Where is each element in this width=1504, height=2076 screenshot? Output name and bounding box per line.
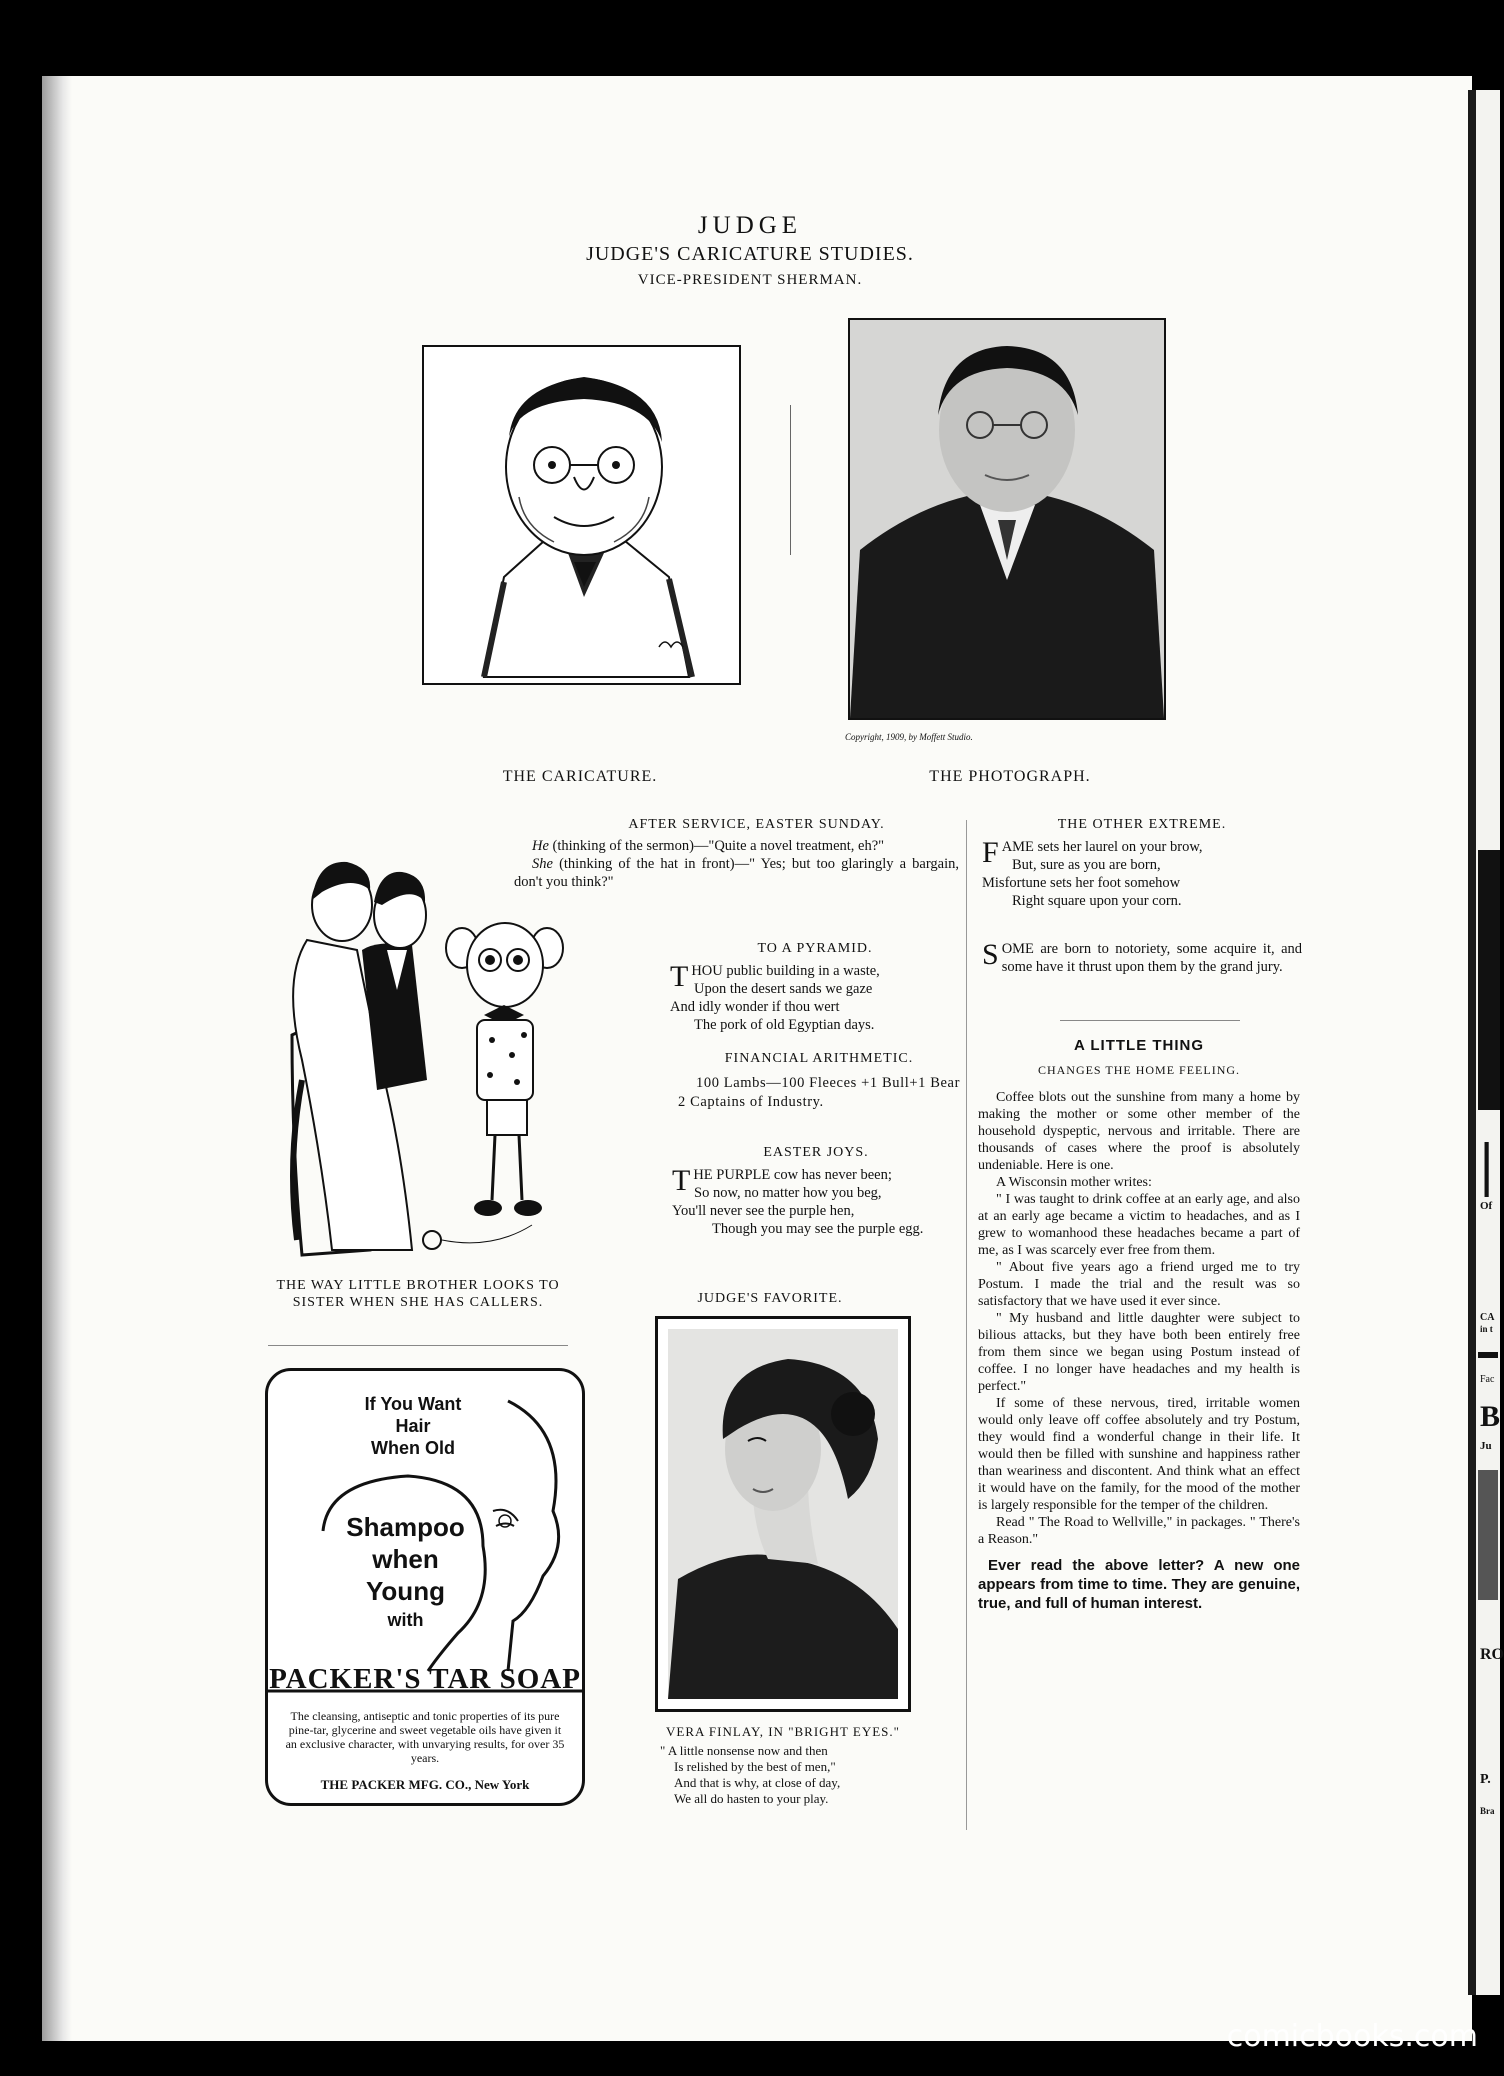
ink-rule <box>1478 1352 1498 1358</box>
section-rule <box>1060 1020 1240 1021</box>
easter-joys-poem <box>672 1144 960 1238</box>
postum-paragraph-3: " I was taught to drink coffee at an early age, and also at an early age became a victim to headaches, and as I grew to womanhood these headaches became a part of me, as I was scarcely ever free from them. <box>978 1192 1300 1258</box>
arithmetic-title: FINANCIAL ARITHMETIC. <box>724 1051 914 1066</box>
fame-line-3: Misfortune sets her foot somehow <box>982 875 1181 891</box>
ad-slogan-2: when <box>372 1544 439 1574</box>
cartoon-caption: THE WAY LITTLE BROTHER LOOKS TO SISTER WHEN SHE HAS CALLERS. <box>276 1278 560 1310</box>
notoriety-dropcap: S <box>982 938 999 971</box>
easter-joys-title: EASTER JOYS. <box>763 1145 869 1160</box>
fragment-text: B <box>1480 1400 1501 1433</box>
other-extreme-poem <box>982 816 1302 910</box>
fragment-text: RO <box>1480 1646 1504 1663</box>
ad-slogan-4: with <box>387 1610 424 1630</box>
fame-line-1: AME sets her laurel on your brow, <box>1001 839 1203 855</box>
ad-body-copy: The cleansing, antiseptic and tonic properties of its pure pine-tar, glycerine and sweet vegetable oils have given it an exclusive character, with unvarying results, for over 35 years. <box>285 1709 565 1765</box>
arithmetic-text: 100 Lambs—100 Fleeces +1 Bull+1 Bear 2 Captains of Industry. <box>678 1075 960 1110</box>
verse-line-4: We all do hasten to your play. <box>674 1791 829 1806</box>
packers-tar-soap-ad <box>265 1368 585 1806</box>
column-rule <box>966 820 967 1830</box>
after-service-title: AFTER SERVICE, EASTER SUNDAY. <box>628 817 885 832</box>
notoriety-quip <box>982 940 1302 976</box>
column-rule <box>790 405 791 555</box>
fragment-letter: | <box>1480 1131 1494 1197</box>
ad-headline-3: When Old <box>371 1438 455 1458</box>
little-thing-subtitle: CHANGES THE HOME FEELING. <box>1037 1063 1241 1077</box>
pyramid-line-2: Upon the desert sands we gaze <box>694 981 873 997</box>
magazine-title: JUDGE <box>697 212 803 239</box>
postum-paragraph-1: Coffee blots out the sunshine from many a home by making the mother or some other member of the household dyspeptic, nervous and irritable. There are thousands of cases where the proof is absolutely undeniable. Here is one. <box>978 1090 1300 1173</box>
page-gutter <box>42 76 72 2041</box>
little-brother-cartoon <box>262 830 562 1270</box>
photograph-caption: THE PHOTOGRAPH. <box>929 768 1091 785</box>
section-rule <box>268 1345 568 1346</box>
caricature-drawing <box>422 345 741 685</box>
notoriety-text: OME are born to notoriety, some acquire it, and some have it thrust upon them by the grand jury. <box>1001 941 1302 975</box>
fragment-text: in t <box>1480 1324 1493 1334</box>
easter-line-4: Though you may see the purple egg. <box>712 1221 924 1237</box>
ink-block <box>1478 850 1500 1110</box>
vera-finlay-caption: VERA FINLAY, IN "BRIGHT EYES." <box>666 1724 900 1739</box>
easter-line-3: You'll never see the purple hen, <box>672 1203 855 1219</box>
ad-manufacturer: THE PACKER MFG. CO., New York <box>320 1777 530 1792</box>
postum-closing-note: Ever read the above letter? A new one appears from time to time. They are genuine, true, and full of human interest. <box>978 1557 1300 1612</box>
ad-headline-2: Hair <box>395 1416 431 1436</box>
fame-dropcap: F <box>982 836 999 869</box>
verse-line-3: And that is why, at close of day, <box>674 1775 841 1790</box>
fragment-text: Ju <box>1480 1440 1492 1452</box>
caricature-sketch <box>424 347 739 683</box>
verse-line-1: " A little nonsense now and then <box>660 1743 828 1758</box>
caricature-caption: THE CARICATURE. <box>502 768 658 785</box>
little-thing-title: A LITTLE THING <box>1073 1037 1205 1054</box>
postum-paragraph-2: A Wisconsin mother writes: <box>996 1175 1152 1190</box>
easter-line-2: So now, no matter how you beg, <box>694 1185 882 1201</box>
fragment-text: Bra <box>1480 1806 1495 1816</box>
other-extreme-title: THE OTHER EXTREME. <box>1057 817 1227 832</box>
he-label: He <box>532 838 549 854</box>
fame-line-2: But, sure as you are born, <box>1012 857 1161 873</box>
she-line: (thinking of the hat in front)—" Yes; but too glaringly a bargain, don't you think?" <box>514 856 959 890</box>
adjacent-page-sliver <box>1468 90 1504 1995</box>
favorite-verse <box>660 1743 920 1807</box>
page-edge <box>1468 90 1476 1995</box>
fragment-text: CA <box>1480 1312 1495 1323</box>
pyramid-line-4: The pork of old Egyptian days. <box>694 1017 875 1033</box>
verse-line-2: Is relished by the best of men," <box>674 1759 836 1774</box>
pyramid-dropcap: T <box>670 960 689 993</box>
pyramid-poem <box>670 940 960 1034</box>
portrait-silhouette <box>850 320 1164 718</box>
easter-line-1: HE PURPLE cow has never been; <box>693 1167 892 1183</box>
pyramid-line-3: And idly wonder if thou wert <box>670 999 840 1015</box>
postum-paragraph-7: Read " The Road to Wellville," in packages. " There's a Reason." <box>978 1515 1300 1547</box>
vera-finlay-portrait <box>668 1329 898 1699</box>
postum-paragraph-5: " My husband and little daughter were subject to bilious attacks, but they have both been entirely free from them since we began using Postum instead of coffee. I no longer have headaches and my health is perfect." <box>978 1311 1300 1394</box>
photo-copyright: Copyright, 1909, by Moffett Studio. <box>845 732 973 742</box>
sherman-photograph <box>848 318 1166 720</box>
ad-slogan-1: Shampoo <box>346 1512 465 1542</box>
she-label: She <box>532 856 553 872</box>
postum-advertorial <box>978 1037 1300 1613</box>
easter-dropcap: T <box>672 1164 691 1197</box>
ad-slogan-3: Young <box>366 1576 445 1606</box>
after-service-item <box>514 816 959 891</box>
vera-finlay-photo-frame <box>655 1316 911 1712</box>
fame-line-4: Right square upon your corn. <box>1012 893 1182 909</box>
feature-subject: VICE-PRESIDENT SHERMAN. <box>637 272 863 288</box>
fragment-text: P. <box>1480 1772 1491 1787</box>
financial-arithmetic <box>678 1050 960 1112</box>
pyramid-title: TO A PYRAMID. <box>757 941 873 956</box>
judges-favorite-title: JUDGE'S FAVORITE. <box>697 1291 843 1306</box>
ink-block <box>1478 1470 1498 1600</box>
ad-headline-1: If You Want <box>364 1394 462 1414</box>
feature-title: JUDGE'S CARICATURE STUDIES. <box>586 243 914 265</box>
cartoon-drawing <box>262 830 562 1270</box>
fragment-text: Fac <box>1480 1374 1495 1385</box>
he-line: (thinking of the sermon)—"Quite a novel treatment, eh?" <box>552 838 885 854</box>
pyramid-line-1: HOU public building in a waste, <box>691 963 880 979</box>
postum-paragraph-6: If some of these nervous, tired, irritable women would only leave off coffee absolutely and try Postum, they would find a wonderful change in their life. It would then be filled with sunshine and happiness rather than weariness and discontent. And think what an effect it would have on the family, for the mood of the mother is largely responsible for the temper of the children. <box>978 1396 1300 1513</box>
fragment-text: Of <box>1480 1200 1493 1212</box>
site-watermark: comicbooks.com <box>1226 2019 1478 2054</box>
ad-brand-name: PACKER'S TAR SOAP <box>269 1663 581 1695</box>
postum-paragraph-4: " About five years ago a friend urged me to try Postum. I made the trial and the result was so satisfactory that we have used it ever since. <box>978 1260 1300 1309</box>
